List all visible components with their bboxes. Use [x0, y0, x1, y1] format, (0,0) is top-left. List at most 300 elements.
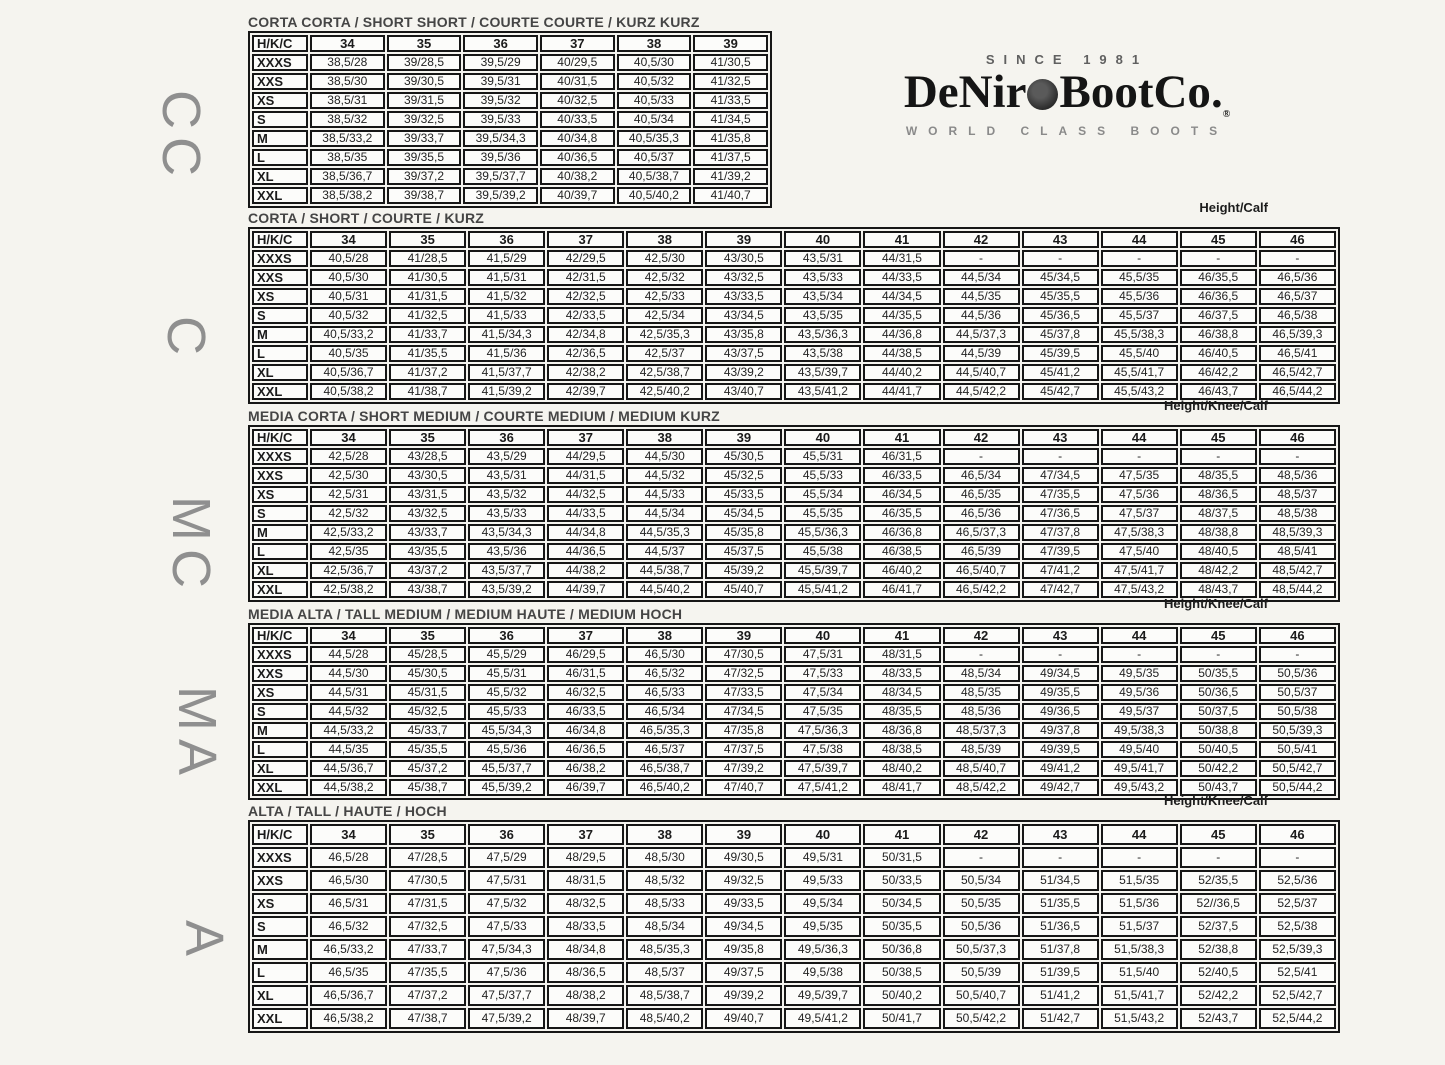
size-cell: 50,5/44,2: [1259, 779, 1336, 796]
size-cell: 42,5/32: [310, 505, 387, 522]
size-cell: 45,5/39,2: [468, 779, 545, 796]
table-row: [252, 307, 1336, 324]
size-cell: 40,5/35: [310, 345, 387, 362]
table-row: [252, 684, 1336, 701]
size-cell: 46,5/42,2: [943, 581, 1020, 598]
size-cell: 45,5/33: [468, 703, 545, 720]
size-column-header: 46: [1259, 627, 1336, 644]
size-cell: 44,5/42,2: [943, 383, 1020, 400]
size-column-header: 38: [626, 824, 703, 845]
size-cell: 39,5/36: [463, 149, 538, 166]
size-cell: 42/38,2: [547, 364, 624, 381]
size-cell: 44/33,5: [547, 505, 624, 522]
size-cell: 43,5/35: [784, 307, 861, 324]
size-cell: 41/30,5: [693, 54, 768, 71]
size-cell: 51/37,8: [1022, 939, 1099, 960]
table-row: [252, 250, 1336, 267]
size-cell: 52/43,7: [1180, 1008, 1257, 1029]
size-cell: 45,5/34,3: [468, 722, 545, 739]
row-label: S: [252, 703, 308, 720]
size-cell: 42,5/35,3: [626, 326, 703, 343]
size-table-media-corta: [248, 425, 1340, 602]
size-cell: 47,5/41,2: [784, 779, 861, 796]
table-row: [252, 467, 1336, 484]
size-cell: 43/38,7: [389, 581, 466, 598]
side-label-c: C: [156, 316, 216, 363]
size-cell: 48/43,7: [1180, 581, 1257, 598]
size-cell: 49,5/36,3: [784, 939, 861, 960]
size-cell: 48,5/37,3: [943, 722, 1020, 739]
size-cell: 47/37,8: [1022, 524, 1099, 541]
size-cell: 48/42,2: [1180, 562, 1257, 579]
size-cell: 46,5/39: [943, 543, 1020, 560]
row-label: XXL: [252, 581, 308, 598]
size-cell: 45/35,5: [1022, 288, 1099, 305]
size-cell: 45/40,7: [705, 581, 782, 598]
table-row: [252, 893, 1336, 914]
size-cell: 48,5/33: [626, 893, 703, 914]
size-cell: 47,5/43,2: [1101, 581, 1178, 598]
size-cell: 42,5/32: [626, 269, 703, 286]
row-label: M: [252, 524, 308, 541]
size-cell: 45/38,7: [389, 779, 466, 796]
row-label: L: [252, 962, 308, 983]
size-cell: 45,5/38,3: [1101, 326, 1178, 343]
size-cell: 47,5/36: [1101, 486, 1178, 503]
row-label: XS: [252, 486, 308, 503]
size-table-alta: [248, 820, 1340, 1033]
size-cell: 42,5/30: [626, 250, 703, 267]
size-cell: 46,5/32: [626, 665, 703, 682]
size-cell: 42/32,5: [547, 288, 624, 305]
size-cell: 47,5/40: [1101, 543, 1178, 560]
size-column-header: 46: [1259, 824, 1336, 845]
size-cell: 48,5/42,2: [943, 779, 1020, 796]
row-label: XXL: [252, 779, 308, 796]
table-row: [252, 505, 1336, 522]
size-column-header: 35: [389, 231, 466, 248]
size-cell: 46/33,5: [547, 703, 624, 720]
table-row: [252, 448, 1336, 465]
header-row: [252, 429, 1336, 446]
size-cell: 48/32,5: [547, 893, 624, 914]
size-cell: 48/38,2: [547, 985, 624, 1006]
size-cell: 41/40,7: [693, 187, 768, 204]
size-cell: -: [943, 448, 1020, 465]
size-cell: 48/40,5: [1180, 543, 1257, 560]
size-column-header: 34: [310, 627, 387, 644]
size-cell: 48/40,2: [863, 760, 940, 777]
size-cell: 48/37,5: [1180, 505, 1257, 522]
size-cell: 46,5/34: [943, 467, 1020, 484]
table-row: [252, 665, 1336, 682]
size-cell: 51,5/36: [1101, 893, 1178, 914]
size-column-header: 42: [943, 627, 1020, 644]
size-cell: 47,5/38: [784, 741, 861, 758]
size-column-header: 36: [468, 824, 545, 845]
size-column-header: 37: [547, 627, 624, 644]
size-cell: 49/37,5: [705, 962, 782, 983]
size-cell: 47,5/38,3: [1101, 524, 1178, 541]
size-cell: 43,5/34,3: [468, 524, 545, 541]
size-cell: 52,5/36: [1259, 870, 1336, 891]
size-cell: 40,5/37: [617, 149, 692, 166]
size-column-header: 41: [863, 627, 940, 644]
size-cell: 46,5/28: [310, 847, 387, 868]
size-cell: 41/34,5: [693, 111, 768, 128]
row-label: XL: [252, 562, 308, 579]
size-cell: 44,5/33,2: [310, 722, 387, 739]
table-title: CORTA / SHORT / COURTE / KURZ: [248, 210, 485, 226]
table-row: [252, 916, 1336, 937]
size-cell: 47/41,2: [1022, 562, 1099, 579]
size-cell: 50,5/34: [943, 870, 1020, 891]
size-cell: 38,5/28: [310, 54, 385, 71]
size-cell: 50,5/39,3: [1259, 722, 1336, 739]
row-label: XL: [252, 168, 308, 185]
size-cell: 47/35,8: [705, 722, 782, 739]
header-row: [252, 824, 1336, 845]
size-cell: 39,5/34,3: [463, 130, 538, 147]
size-cell: 50,5/41: [1259, 741, 1336, 758]
size-cell: 46,5/31: [310, 893, 387, 914]
size-cell: 45/37,2: [389, 760, 466, 777]
size-cell: 41/33,7: [389, 326, 466, 343]
size-cell: 42/33,5: [547, 307, 624, 324]
size-cell: 49,5/38,3: [1101, 722, 1178, 739]
row-label: XXXS: [252, 448, 308, 465]
size-cell: 47/35,5: [389, 962, 466, 983]
size-cell: 46/38,2: [547, 760, 624, 777]
size-cell: 43/35,5: [389, 543, 466, 560]
registered-mark: ®: [1222, 109, 1231, 120]
size-column-header: 36: [468, 627, 545, 644]
size-cell: 45/32,5: [389, 703, 466, 720]
size-cell: 44,5/33: [626, 486, 703, 503]
size-cell: 45/35,5: [389, 741, 466, 758]
size-cell: 50/33,5: [863, 870, 940, 891]
size-cell: 41,5/37,7: [468, 364, 545, 381]
size-cell: 41,5/32: [468, 288, 545, 305]
size-cell: 47,5/39,2: [468, 1008, 545, 1029]
size-cell: 47,5/32: [468, 893, 545, 914]
size-cell: 52/35,5: [1180, 870, 1257, 891]
size-cell: 48/33,5: [863, 665, 940, 682]
size-column-header: 41: [863, 824, 940, 845]
size-cell: 45/39,5: [1022, 345, 1099, 362]
size-cell: -: [1259, 448, 1336, 465]
size-column-header: 35: [389, 627, 466, 644]
size-table-corta: [248, 227, 1340, 404]
size-cell: 49/32,5: [705, 870, 782, 891]
side-label-ma: MA: [167, 686, 227, 783]
size-cell: 46,5/37: [1259, 288, 1336, 305]
size-cell: -: [1101, 448, 1178, 465]
size-cell: 45,5/29: [468, 646, 545, 663]
size-cell: 49/36,5: [1022, 703, 1099, 720]
size-cell: -: [943, 847, 1020, 868]
corner-note: Height/Knee/Calf: [1163, 596, 1268, 611]
size-cell: 50/40,2: [863, 985, 940, 1006]
size-cell: 41/33,5: [693, 92, 768, 109]
size-cell: 50,5/39: [943, 962, 1020, 983]
size-cell: -: [1022, 448, 1099, 465]
size-column-header: 40: [784, 824, 861, 845]
table-row: [252, 486, 1336, 503]
size-cell: 46,5/35: [943, 486, 1020, 503]
size-cell: 43/33,7: [389, 524, 466, 541]
size-cell: 47,5/35: [784, 703, 861, 720]
size-cell: 44,5/40,7: [943, 364, 1020, 381]
size-cell: 45/34,5: [705, 505, 782, 522]
size-cell: 47,5/39,7: [784, 760, 861, 777]
size-cell: 41/38,7: [389, 383, 466, 400]
table-row: [252, 54, 768, 71]
size-cell: 44,5/30: [626, 448, 703, 465]
size-column-header: 45: [1180, 429, 1257, 446]
coin-dot-icon: [1027, 79, 1058, 110]
row-label: XXL: [252, 1008, 308, 1029]
table-row: [252, 524, 1336, 541]
size-cell: -: [1022, 646, 1099, 663]
row-label: S: [252, 307, 308, 324]
size-cell: 42,5/31: [310, 486, 387, 503]
size-cell: 46,5/37: [626, 741, 703, 758]
size-column-header: 44: [1101, 824, 1178, 845]
size-cell: 39/30,5: [387, 73, 462, 90]
size-cell: 44/39,7: [547, 581, 624, 598]
size-column-header: 35: [389, 429, 466, 446]
size-cell: 52/42,2: [1180, 985, 1257, 1006]
size-column-header: 38: [617, 35, 692, 52]
size-cell: 46/36,5: [1180, 288, 1257, 305]
size-cell: 46/35,5: [1180, 269, 1257, 286]
size-cell: -: [1259, 847, 1336, 868]
row-label: S: [252, 916, 308, 937]
size-cell: 38,5/38,2: [310, 187, 385, 204]
size-cell: -: [1180, 448, 1257, 465]
size-cell: 43/35,8: [705, 326, 782, 343]
row-label: L: [252, 345, 308, 362]
size-cell: 46/42,2: [1180, 364, 1257, 381]
header-row: [252, 35, 768, 52]
brand-name-left: DeNir: [903, 66, 1027, 118]
corner-note: Height/Knee/Calf: [1163, 793, 1268, 808]
size-column-header: 40: [784, 429, 861, 446]
side-label-mc: MC: [161, 496, 221, 596]
size-cell: 45/33,5: [705, 486, 782, 503]
corner-header: H/K/C: [252, 231, 308, 248]
size-cell: 47/39,2: [705, 760, 782, 777]
size-column-header: 41: [863, 429, 940, 446]
table-block-media-alta: [248, 596, 1340, 800]
table-row: [252, 73, 768, 90]
size-cell: 39,5/32: [463, 92, 538, 109]
size-cell: 44,5/36,7: [310, 760, 387, 777]
size-cell: 50,5/40,7: [943, 985, 1020, 1006]
size-cell: 48,5/39,3: [1259, 524, 1336, 541]
size-cell: 38,5/35: [310, 149, 385, 166]
size-cell: 45,5/36,3: [784, 524, 861, 541]
size-column-header: 37: [547, 231, 624, 248]
size-cell: 52,5/38: [1259, 916, 1336, 937]
size-column-header: 40: [784, 627, 861, 644]
size-cell: 46/37,5: [1180, 307, 1257, 324]
size-cell: 50,5/42,2: [943, 1008, 1020, 1029]
size-cell: 49/37,8: [1022, 722, 1099, 739]
size-cell: 40,5/28: [310, 250, 387, 267]
size-cell: 47,5/36,3: [784, 722, 861, 739]
size-cell: 44/31,5: [863, 250, 940, 267]
table-row: [252, 364, 1336, 381]
size-cell: 41,5/39,2: [468, 383, 545, 400]
size-cell: 44,5/35: [310, 741, 387, 758]
size-cell: 51,5/40: [1101, 962, 1178, 983]
size-cell: 44/29,5: [547, 448, 624, 465]
size-cell: 47,5/29: [468, 847, 545, 868]
size-column-header: 34: [310, 824, 387, 845]
size-cell: 48,5/40,2: [626, 1008, 703, 1029]
size-cell: 50/42,2: [1180, 760, 1257, 777]
size-cell: 43,5/36,3: [784, 326, 861, 343]
table-row: [252, 741, 1336, 758]
table-block-corta: [248, 200, 1340, 404]
size-cell: 40/31,5: [540, 73, 615, 90]
size-cell: 48,5/38: [1259, 505, 1336, 522]
size-cell: 44/41,7: [863, 383, 940, 400]
row-label: XL: [252, 760, 308, 777]
table-row: [252, 345, 1336, 362]
size-cell: 39/31,5: [387, 92, 462, 109]
table-row: [252, 985, 1336, 1006]
size-cell: 45/28,5: [389, 646, 466, 663]
size-cell: 45/36,5: [1022, 307, 1099, 324]
corner-note: Height/Calf: [1199, 200, 1268, 215]
size-cell: 44,5/39: [943, 345, 1020, 362]
size-cell: 44/31,5: [547, 467, 624, 484]
size-cell: 40,5/40,2: [617, 187, 692, 204]
size-cell: 41/30,5: [389, 269, 466, 286]
size-cell: 44/38,5: [863, 345, 940, 362]
size-column-header: 42: [943, 231, 1020, 248]
size-column-header: 41: [863, 231, 940, 248]
size-cell: 46,5/33,2: [310, 939, 387, 960]
size-cell: 49,5/38: [784, 962, 861, 983]
size-cell: -: [1259, 250, 1336, 267]
size-cell: 40/39,7: [540, 187, 615, 204]
row-label: XXS: [252, 870, 308, 891]
size-cell: 46/40,5: [1180, 345, 1257, 362]
size-cell: 47,5/31: [468, 870, 545, 891]
size-column-header: 37: [540, 35, 615, 52]
size-cell: 50/34,5: [863, 893, 940, 914]
size-cell: 40,5/30: [617, 54, 692, 71]
size-cell: 48,5/38,7: [626, 985, 703, 1006]
table-row: [252, 168, 768, 185]
size-cell: 47,5/34,3: [468, 939, 545, 960]
row-label: XS: [252, 92, 308, 109]
size-cell: 47/28,5: [389, 847, 466, 868]
size-column-header: 45: [1180, 627, 1257, 644]
size-cell: 44,5/32: [310, 703, 387, 720]
size-cell: 43,5/31: [784, 250, 861, 267]
size-column-header: 36: [468, 429, 545, 446]
size-cell: 43/32,5: [705, 269, 782, 286]
size-cell: 40/29,5: [540, 54, 615, 71]
size-column-header: 46: [1259, 429, 1336, 446]
size-cell: 43/37,5: [705, 345, 782, 362]
size-cell: 46/33,5: [863, 467, 940, 484]
size-cell: 49,5/35: [1101, 665, 1178, 682]
size-cell: 44,5/40,2: [626, 581, 703, 598]
size-cell: 39,5/31: [463, 73, 538, 90]
size-cell: 45,5/35: [784, 505, 861, 522]
size-cell: 42,5/37: [626, 345, 703, 362]
size-cell: 47,5/33: [468, 916, 545, 937]
size-cell: 42,5/28: [310, 448, 387, 465]
size-cell: 52,5/37: [1259, 893, 1336, 914]
size-cell: 45,5/37: [1101, 307, 1178, 324]
size-column-header: 34: [310, 35, 385, 52]
size-cell: 48/36,5: [1180, 486, 1257, 503]
size-cell: 45,5/34: [784, 486, 861, 503]
table-row: [252, 870, 1336, 891]
size-cell: 43,5/39,7: [784, 364, 861, 381]
size-cell: 44,5/38,7: [626, 562, 703, 579]
size-cell: -: [1022, 250, 1099, 267]
size-cell: 42,5/38,7: [626, 364, 703, 381]
size-cell: 52/37,5: [1180, 916, 1257, 937]
size-cell: 46/31,5: [863, 448, 940, 465]
size-cell: 44,5/37,3: [943, 326, 1020, 343]
size-cell: 40,5/30: [310, 269, 387, 286]
size-cell: 40,5/38,7: [617, 168, 692, 185]
size-cell: 44/32,5: [547, 486, 624, 503]
size-cell: 44,5/32: [626, 467, 703, 484]
row-label: XS: [252, 893, 308, 914]
size-cell: 44,5/35,3: [626, 524, 703, 541]
size-cell: 50,5/37: [1259, 684, 1336, 701]
size-cell: 45,5/40: [1101, 345, 1178, 362]
size-cell: -: [1101, 646, 1178, 663]
brand-name-period: .: [1210, 66, 1223, 118]
size-cell: 49,5/33: [784, 870, 861, 891]
size-cell: 44/33,5: [863, 269, 940, 286]
size-cell: 46,5/38: [1259, 307, 1336, 324]
size-cell: 49,5/37: [1101, 703, 1178, 720]
size-cell: 44,5/28: [310, 646, 387, 663]
size-cell: 50/37,5: [1180, 703, 1257, 720]
size-cell: -: [1101, 250, 1178, 267]
size-column-header: 45: [1180, 231, 1257, 248]
size-cell: 46/38,8: [1180, 326, 1257, 343]
table-row: [252, 760, 1336, 777]
size-cell: 46,5/40,2: [626, 779, 703, 796]
size-cell: 44,5/37: [626, 543, 703, 560]
size-column-header: 37: [547, 429, 624, 446]
size-column-header: 36: [468, 231, 545, 248]
size-cell: 42,5/38,2: [310, 581, 387, 598]
size-cell: 48,5/35,3: [626, 939, 703, 960]
size-cell: 46/39,7: [547, 779, 624, 796]
size-cell: -: [1259, 646, 1336, 663]
size-cell: 40,5/32: [310, 307, 387, 324]
size-cell: 51/36,5: [1022, 916, 1099, 937]
size-cell: 49/40,7: [705, 1008, 782, 1029]
size-cell: 47/42,7: [1022, 581, 1099, 598]
size-cell: 48,5/42,7: [1259, 562, 1336, 579]
size-column-header: 34: [310, 429, 387, 446]
